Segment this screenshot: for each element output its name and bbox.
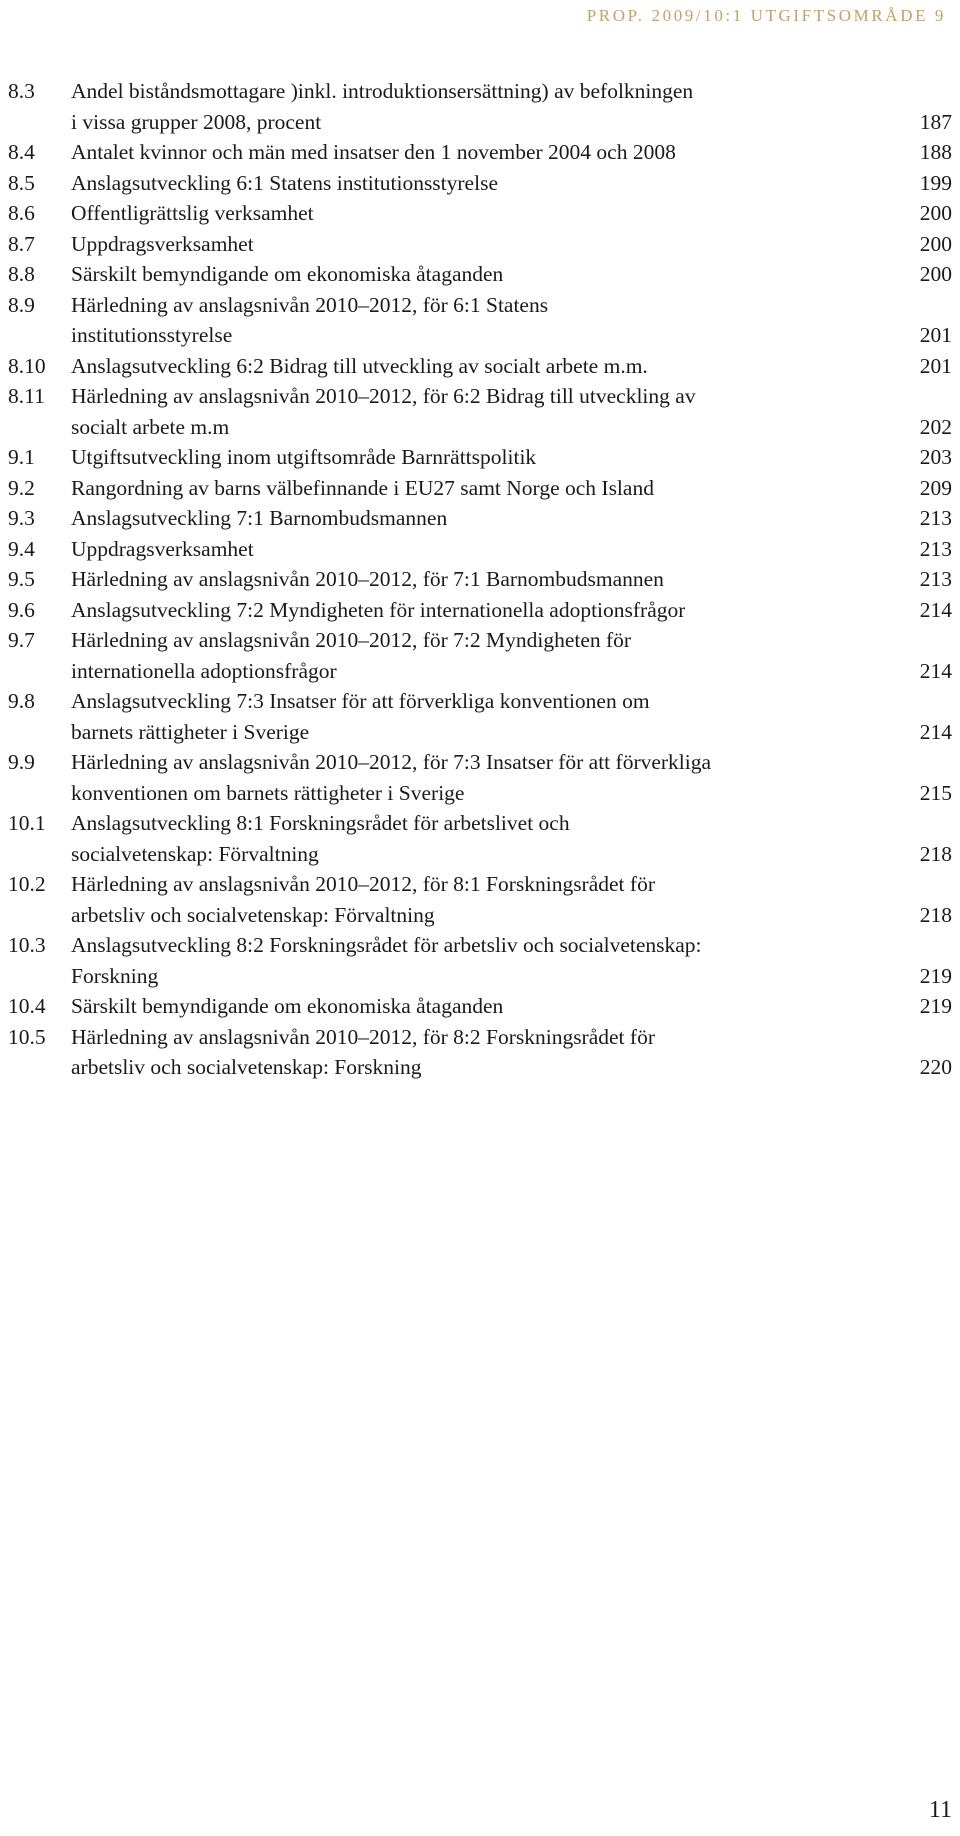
toc-entry-text <box>71 229 952 260</box>
toc-entry <box>8 747 952 808</box>
toc-entry-text <box>71 1022 952 1083</box>
toc-entry-text <box>71 686 952 747</box>
toc-entry-title-line: barnets rättigheter i Sverige <box>71 719 310 744</box>
toc-entry-title-line: Offentligrättslig verksamhet <box>71 201 314 225</box>
toc-entry-title-line: Antalet kvinnor och män med insatser den 1 november 2004 och 2008 <box>71 140 676 164</box>
toc-entry-title-line: Särskilt bemyndigande om ekonomiska åtaganden <box>71 994 504 1018</box>
toc-entry-page: 214 <box>919 597 952 622</box>
toc-entry-title-line: Särskilt bemyndigande om ekonomiska åtaganden <box>71 262 504 286</box>
toc-entry-page: 219 <box>919 994 952 1018</box>
toc-entry-title-line: socialvetenskap: Förvaltning <box>71 841 319 866</box>
toc-entry-last-line <box>71 778 952 809</box>
toc-entry-page: 214 <box>919 719 952 744</box>
toc-entry-last-line <box>71 534 952 565</box>
toc-entry-number: 8.5 <box>8 170 35 195</box>
toc-entry-number: 9.8 <box>8 689 35 713</box>
toc-entry-title-line: Uppdragsverksamhet <box>71 231 254 256</box>
toc-entry-title-line: Anslagsutveckling 7:3 Insatser för att förverkliga konventionen om <box>71 689 650 713</box>
toc-entry-page: 201 <box>919 353 952 378</box>
toc-entry-text <box>71 473 952 504</box>
toc-entry-last-line <box>71 656 952 687</box>
toc-entry-page: 203 <box>919 445 952 469</box>
toc-entry-title-line: Forskning <box>71 963 159 988</box>
toc-entry <box>8 869 952 930</box>
toc-entry-text <box>71 625 952 686</box>
toc-entry-title-line: Härledning av anslagsnivån 2010–2012, för 6:1 Statens <box>71 292 549 317</box>
toc-entry <box>8 534 952 565</box>
toc-entry-last-line <box>71 595 952 626</box>
toc-entry <box>8 442 952 473</box>
toc-entry-page: 213 <box>919 536 952 561</box>
toc-entry-title-line: Härledning av anslagsnivån 2010–2012, för 7:1 Barnombudsmannen <box>71 567 664 591</box>
toc-entry-last-line <box>71 961 952 992</box>
toc-entry-number: 9.7 <box>8 628 35 652</box>
toc-entry <box>8 290 952 351</box>
toc-entry-last-line <box>71 198 952 229</box>
toc-entry-number: 9.2 <box>8 475 35 500</box>
toc-entry-number: 8.8 <box>8 262 35 286</box>
toc-entry-number: 9.1 <box>8 445 35 469</box>
toc-entry-number: 9.5 <box>8 567 35 591</box>
toc-entry-title-line: Härledning av anslagsnivån 2010–2012, för 7:3 Insatser för att förverkliga <box>71 750 712 774</box>
toc-entry-page: 200 <box>919 231 952 256</box>
toc-entry-last-line <box>71 1052 952 1083</box>
toc-entry-title-line: Anslagsutveckling 8:2 Forskningsrådet för arbetsliv och socialvetenskap: <box>71 933 702 957</box>
toc-entry-page: 209 <box>919 475 952 500</box>
toc-entry <box>8 198 952 229</box>
toc-entry-text <box>71 991 952 1022</box>
toc-entry-text <box>71 747 952 808</box>
toc-entry <box>8 503 952 534</box>
toc-entry-last-line <box>71 137 952 168</box>
toc-entry-last-line <box>71 168 952 199</box>
toc-entry-title-line: Anslagsutveckling 7:2 Myndigheten för internationella adoptionsfrågor <box>71 597 686 622</box>
toc-entry-text <box>71 503 952 534</box>
toc-entry-number: 10.4 <box>8 994 46 1018</box>
toc-entry-last-line <box>71 991 952 1022</box>
toc-entry <box>8 625 952 686</box>
toc-entry-number: 8.6 <box>8 201 35 225</box>
toc-entry-page: 215 <box>919 780 952 805</box>
toc-entry-title-line: arbetsliv och socialvetenskap: Förvaltning <box>71 902 435 927</box>
running-header: PROP. 2009/10:1 UTGIFTSOMRÅDE 9 <box>586 6 946 25</box>
toc-entry-title-line: arbetsliv och socialvetenskap: Forskning <box>71 1055 422 1079</box>
toc-entry <box>8 381 952 442</box>
toc-entry-number: 9.3 <box>8 506 35 530</box>
toc-entry-last-line <box>71 412 952 443</box>
toc-entry-text <box>71 808 952 869</box>
toc-entry <box>8 808 952 869</box>
toc-entry-last-line <box>71 717 952 748</box>
toc-entry-number: 10.5 <box>8 1024 46 1049</box>
toc-entry <box>8 259 952 290</box>
toc-entry-last-line <box>71 259 952 290</box>
toc-entry-last-line <box>71 839 952 870</box>
toc-entry-title-line: Anslagsutveckling 7:1 Barnombudsmannen <box>71 506 448 530</box>
toc-entry-number: 8.11 <box>8 384 45 408</box>
toc-entry-text <box>71 168 952 199</box>
toc-entry-title-line: i vissa grupper 2008, procent <box>71 109 322 134</box>
toc-entry-last-line <box>71 107 952 138</box>
toc-entry <box>8 137 952 168</box>
toc-entry-page: 199 <box>919 170 952 195</box>
toc-entry-title-line: Härledning av anslagsnivån 2010–2012, för 6:2 Bidrag till utveckling av <box>71 384 696 408</box>
toc-entry <box>8 1022 952 1083</box>
toc-entry-title-line: socialt arbete m.m <box>71 414 230 439</box>
table-of-contents <box>8 76 952 1083</box>
toc-entry-text <box>71 930 952 991</box>
toc-entry-last-line <box>71 473 952 504</box>
toc-entry-last-line <box>71 900 952 931</box>
toc-entry-text <box>71 564 952 595</box>
toc-entry-page: 219 <box>919 963 952 988</box>
toc-entry-number: 8.4 <box>8 140 35 164</box>
toc-entry-number: 10.1 <box>8 811 46 835</box>
toc-entry-text <box>71 869 952 930</box>
toc-entry-title-line: Anslagsutveckling 8:1 Forskningsrådet för arbetslivet och <box>71 811 570 835</box>
toc-entry-title-line: konventionen om barnets rättigheter i Sverige <box>71 780 465 805</box>
toc-entry-text <box>71 442 952 473</box>
toc-entry-number: 9.9 <box>8 750 35 774</box>
toc-entry <box>8 595 952 626</box>
toc-entry-last-line <box>71 320 952 351</box>
toc-entry-page: 187 <box>919 109 952 134</box>
toc-entry-page: 220 <box>919 1055 952 1079</box>
toc-entry-text <box>71 534 952 565</box>
toc-entry-page: 200 <box>919 262 952 286</box>
toc-entry <box>8 930 952 991</box>
toc-entry-text <box>71 137 952 168</box>
toc-entry-title-line: Utgiftsutveckling inom utgiftsområde Barnrättspolitik <box>71 445 537 469</box>
toc-entry-title-line: Anslagsutveckling 6:2 Bidrag till utveckling av socialt arbete m.m. <box>71 353 648 378</box>
toc-entry-last-line <box>71 442 952 473</box>
toc-entry-text <box>71 76 952 137</box>
toc-entry-number: 8.3 <box>8 79 35 103</box>
toc-entry-page: 188 <box>919 140 952 164</box>
toc-entry-page: 214 <box>919 658 952 683</box>
toc-entry-page: 201 <box>919 323 952 347</box>
toc-entry-last-line <box>71 351 952 382</box>
toc-entry-number: 10.3 <box>8 933 46 957</box>
toc-entry-page: 200 <box>919 201 952 225</box>
toc-entry-title-line: Härledning av anslagsnivån 2010–2012, för 8:1 Forskningsrådet för <box>71 872 655 896</box>
toc-entry-number: 9.6 <box>8 597 35 622</box>
toc-entry-number: 10.2 <box>8 872 46 896</box>
toc-entry-title-line: institutionsstyrelse <box>71 323 233 347</box>
toc-entry-text <box>71 259 952 290</box>
toc-entry-page: 213 <box>919 567 952 591</box>
toc-entry-page: 218 <box>919 841 952 866</box>
toc-entry-text <box>71 198 952 229</box>
page-number: 11 <box>928 1797 952 1823</box>
toc-entry-title-line: Andel biståndsmottagare )inkl. introduktionsersättning) av befolkningen <box>71 79 694 103</box>
toc-entry-page: 213 <box>919 506 952 530</box>
toc-entry-title-line: internationella adoptionsfrågor <box>71 658 337 683</box>
toc-entry-title-line: Härledning av anslagsnivån 2010–2012, för 7:2 Myndigheten för <box>71 628 632 652</box>
toc-entry-number: 8.9 <box>8 292 35 317</box>
toc-entry-title-line: Anslagsutveckling 6:1 Statens institutionsstyrelse <box>71 170 498 195</box>
toc-entry-number: 8.7 <box>8 231 35 256</box>
toc-entry-title-line: Uppdragsverksamhet <box>71 536 254 561</box>
toc-entry <box>8 76 952 137</box>
toc-entry <box>8 229 952 260</box>
toc-entry <box>8 686 952 747</box>
toc-entry <box>8 473 952 504</box>
toc-entry <box>8 168 952 199</box>
toc-entry <box>8 991 952 1022</box>
toc-entry-page: 218 <box>919 902 952 927</box>
toc-entry-title-line: Härledning av anslagsnivån 2010–2012, för 8:2 Forskningsrådet för <box>71 1024 655 1049</box>
toc-entry <box>8 564 952 595</box>
toc-entry-text <box>71 595 952 626</box>
toc-entry-text <box>71 351 952 382</box>
toc-entry-number: 9.4 <box>8 536 35 561</box>
toc-entry-number: 8.10 <box>8 353 46 378</box>
toc-entry-last-line <box>71 564 952 595</box>
toc-entry-text <box>71 381 952 442</box>
toc-entry-title-line: Rangordning av barns välbefinnande i EU27 samt Norge och Island <box>71 475 654 500</box>
toc-entry-text <box>71 290 952 351</box>
toc-entry <box>8 351 952 382</box>
toc-entry-last-line <box>71 503 952 534</box>
toc-entry-last-line <box>71 229 952 260</box>
toc-entry-page: 202 <box>919 414 952 439</box>
